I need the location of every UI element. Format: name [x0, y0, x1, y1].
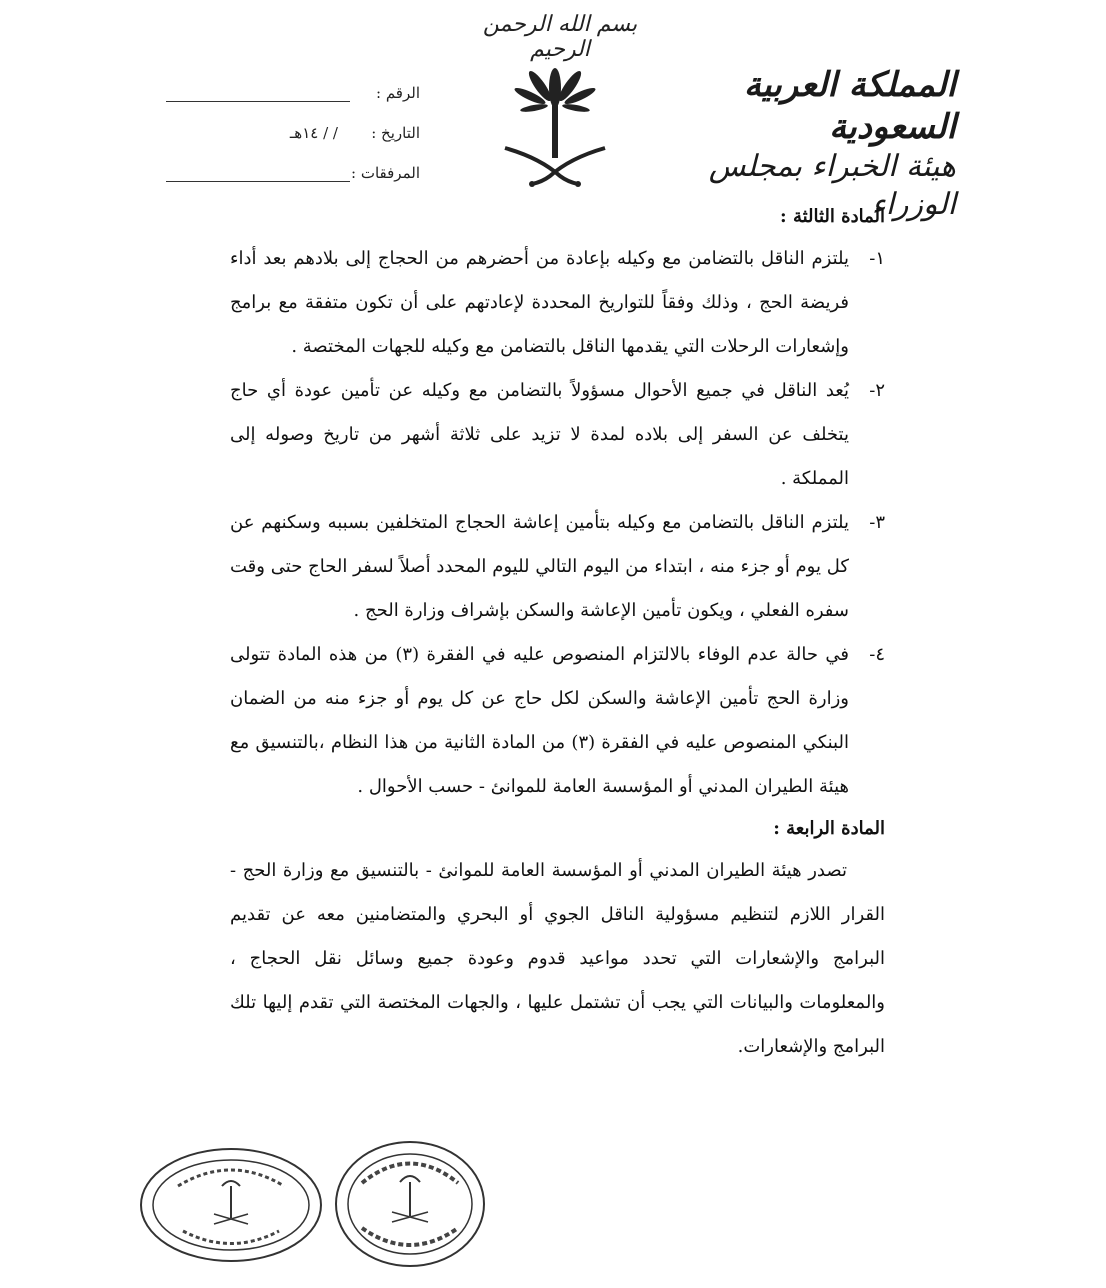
item-text: يُعد الناقل في جميع الأحوال مسؤولاً بالتضامن مع وكيله عن تأمين عودة أي حاج يتخلف عن السفر إلى بلاده لمدة لا تزيد على ثلاثة أشهر من تاريخ وصوله إلى المملكة . [230, 380, 849, 489]
item-number: ١- [869, 248, 885, 269]
org-line-bureau: هيئة الخبراء بمجلس الوزراء [708, 149, 956, 222]
list-item [230, 237, 885, 369]
attachments-line [166, 167, 350, 182]
reference-block [160, 62, 420, 182]
article4-text: تصدر هيئة الطيران المدني أو المؤسسة العامة للموانئ - بالتنسيق مع وزارة الحج - القرار اللازم لتنظيم مسؤولية الناقل الجوي أو البحري والمتضامنين معه عن تقديم البرامج والإشعارات التي تحدد مواعيد قدوم وعودة جميع وسائل نقل الحجاج ، والمعلومات والبيانات التي يجب أن تشتمل عليها ، والجهات المختصة التي تقدم إليها تلك البرامج والإشعارات. [230, 860, 885, 1057]
article3-heading: المادة الثالثة : [780, 206, 885, 227]
council-seal-stamp [332, 1138, 488, 1270]
document-body [230, 197, 885, 1069]
date-value: / / ١٤هـ [289, 124, 338, 142]
date-row [160, 102, 420, 142]
list-item [230, 501, 885, 633]
bureau-seal-stamp [138, 1146, 324, 1264]
basmala: بسم الله الرحمن الرحيم [482, 12, 638, 62]
item-number: ٣- [869, 512, 885, 533]
date-label: التاريخ : [371, 124, 420, 142]
list-item [230, 369, 885, 501]
item-number: ٢- [869, 380, 885, 401]
ref-row [160, 62, 420, 102]
attachments-row [160, 142, 420, 182]
list-item [230, 633, 885, 809]
attachments-label: المرفقات : [351, 164, 420, 182]
ref-line [166, 87, 350, 102]
saudi-emblem-icon [500, 58, 610, 188]
item-text: يلتزم الناقل بالتضامن مع وكيله بإعادة من أحضرهم من الحجاج إلى بلادهم بعد أداء فريضة الحج ، وذلك وفقاً للتواريخ المحددة لإعادتهم على أن تكون متفقة مع برامج وإشعارات الرحلات التي يقدمها الناقل بالتضامن مع وكيله للجهات المختصة . [230, 248, 849, 357]
org-line-kingdom: المملكة العربية السعودية [743, 65, 956, 147]
item-text: يلتزم الناقل بالتضامن مع وكيله بتأمين إعاشة الحجاج المتخلفين بسببه وسكنهم عن كل يوم أو جزء منه ، ابتداء من اليوم التالي لليوم المحدد أصلاً لسفر الحاج حتى وقت سفره الفعلي ، ويكون تأمين الإعاشة والسكن بإشراف وزارة الحج . [230, 512, 849, 621]
item-text: في حالة عدم الوفاء بالالتزام المنصوص عليه في الفقرة (٣) من هذه المادة تتولى وزارة الحج تأمين الإعاشة والسكن لكل حاج عن كل يوم أو جزء منه من الضمان البنكي المنصوص عليه في الفقرة (٣) من المادة الثانية من هذا النظام ،بالتنسيق مع هيئة الطيران المدني أو المؤسسة العامة للموانئ - حسب الأحوال . [230, 644, 849, 797]
article4-heading: المادة الرابعة : [773, 818, 885, 839]
item-number: ٤- [869, 644, 885, 665]
ref-label: الرقم : [376, 84, 420, 102]
